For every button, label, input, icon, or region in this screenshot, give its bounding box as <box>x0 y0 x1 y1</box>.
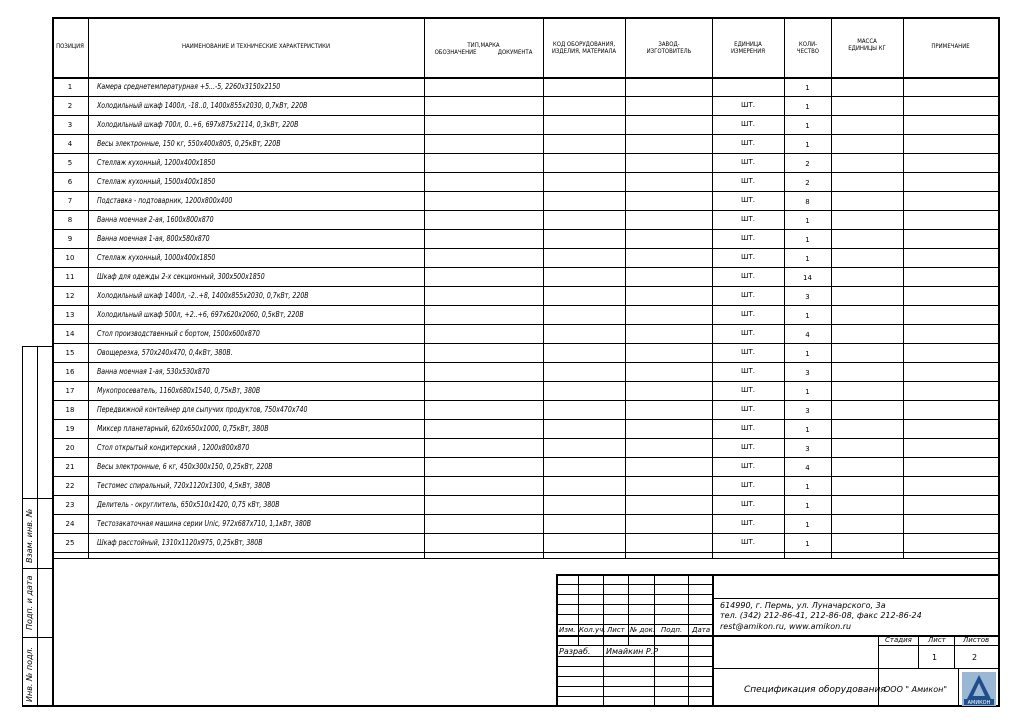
row-unit: ШТ. <box>741 500 755 508</box>
tb-col-kol: Кол.уч. <box>579 626 606 634</box>
row-name: Камера среднетемпературная +5...-5, 2260х3150х2150 <box>97 82 281 91</box>
header-name: НАИМЕНОВАНИЕ И ТЕХНИЧЕСКИЕ ХАРАКТЕРИСТИКИ <box>181 43 331 50</box>
row-name: Шкаф для одежды 2-х секционный, 300х500х1850 <box>97 272 265 281</box>
row-unit: ШТ. <box>741 234 755 242</box>
tb-razrab: Разраб. <box>559 647 591 656</box>
table-end-line <box>52 558 1000 559</box>
row-unit: ШТ. <box>741 101 755 109</box>
tb-col-list: Лист <box>607 626 625 634</box>
side-line <box>22 568 52 569</box>
row-name: Шкаф расстойный, 1310х1120х975, 0,25кВт, 380В <box>97 538 263 547</box>
row-qty: 2 <box>805 160 810 168</box>
row-pos: 7 <box>67 197 73 205</box>
tb-col-date: Дата <box>692 626 711 634</box>
tb-grid <box>958 668 959 707</box>
row-line <box>52 96 1000 97</box>
row-line <box>52 267 1000 268</box>
side-strip-outer <box>22 346 23 707</box>
header-note: ПРИМЕЧАНИЕ <box>931 43 970 50</box>
row-name: Делитель - округлитель, 650х510х1420, 0,75 кВт, 380В <box>97 500 280 509</box>
row-name: Мукопросеватель, 1160х680х1540, 0,75кВт, 380В <box>97 386 261 395</box>
row-name: Передвижной контейнер для сыпучих продуктов, 750х470х740 <box>97 405 308 414</box>
header-bottom-line <box>52 77 1000 79</box>
row-pos: 4 <box>67 140 73 148</box>
row-name: Весы электронные, 6 кг, 450х300х150, 0,25кВт, 220В <box>97 462 273 471</box>
row-qty: 1 <box>805 103 810 111</box>
header-code: КОД ОБОРУДОВАНИЯ, ИЗДЕЛИЯ, МАТЕРИАЛА <box>551 41 617 55</box>
row-name: Овощерезка, 570х240х470, 0,4кВт, 380В. <box>97 348 233 357</box>
row-qty: 1 <box>805 521 810 529</box>
tb-grid <box>878 645 1000 646</box>
header-mass: МАССА ЕДИНИЦЫ КГ <box>848 38 886 52</box>
row-name: Холодильный шкаф 700л, 0..+6, 697х875х2114, 0,3кВт, 220В <box>97 120 299 129</box>
row-line <box>52 514 1000 515</box>
row-unit: ШТ. <box>741 367 755 375</box>
company-name: ООО " Амикон" <box>884 685 947 694</box>
header-doc-sub1: ОБОЗНАЧЕНИЕ <box>434 49 477 56</box>
row-line <box>52 229 1000 230</box>
row-name: Миксер планетарный, 620х650х1000, 0,75кВт, 380В <box>97 424 269 433</box>
row-qty: 1 <box>805 426 810 434</box>
row-line <box>52 305 1000 306</box>
row-name: Холодильный шкаф 1400л, -2..+8, 1400х855х2030, 0,7кВт, 220В <box>97 291 309 300</box>
row-line <box>52 457 1000 458</box>
tb-grid <box>628 574 629 645</box>
frame-top <box>52 17 1000 19</box>
row-line <box>52 191 1000 192</box>
row-pos: 19 <box>65 425 75 433</box>
row-name: Стол производственный с бортом, 1500х600х870 <box>97 329 260 338</box>
row-pos: 23 <box>65 501 75 509</box>
row-unit: ШТ. <box>741 139 755 147</box>
row-unit: ШТ. <box>741 253 755 261</box>
row-name: Холодильный шкаф 1400л, -18..0, 1400х855х2030, 0,7кВт, 220В <box>97 101 308 110</box>
header-unit: ЕДИНИЦА ИЗМЕРЕНИЯ <box>730 41 766 55</box>
row-line <box>52 248 1000 249</box>
row-unit: ШТ. <box>741 481 755 489</box>
row-unit: ШТ. <box>741 329 755 337</box>
row-line <box>52 419 1000 420</box>
tb-col-doc: № док. <box>630 626 656 634</box>
row-qty: 1 <box>805 122 810 130</box>
row-unit: ШТ. <box>741 424 755 432</box>
row-line <box>52 115 1000 116</box>
row-pos: 9 <box>67 235 73 243</box>
tb-list-value: 1 <box>932 653 938 662</box>
row-unit: ШТ. <box>741 158 755 166</box>
row-pos: 20 <box>65 444 75 452</box>
row-name: Подставка - подтоварник, 1200х800х400 <box>97 196 233 205</box>
row-pos: 24 <box>65 520 75 528</box>
row-line <box>52 438 1000 439</box>
header-doc-sub2: ДОКУМЕНТА <box>497 49 533 56</box>
side-line <box>22 637 52 638</box>
row-name: Ванна моечная 1-ая, 530х530х870 <box>97 367 210 376</box>
row-unit: ШТ. <box>741 519 755 527</box>
row-qty: 14 <box>803 274 812 282</box>
row-name: Стол открытый кондитерский , 1200х800х870 <box>97 443 250 452</box>
row-pos: 3 <box>67 121 73 129</box>
tb-col-podp: Подп. <box>661 626 683 634</box>
tb-listov: Листов <box>963 636 990 644</box>
header-qty: КОЛИ- ЧЕСТВО <box>796 41 820 55</box>
side-line <box>22 346 52 347</box>
row-qty: 1 <box>805 540 810 548</box>
header-doc <box>424 42 543 56</box>
tb-grid <box>603 574 604 707</box>
row-pos: 21 <box>65 463 75 471</box>
row-line <box>52 476 1000 477</box>
tb-grid <box>918 635 919 668</box>
tb-top <box>556 574 1000 576</box>
row-line <box>52 153 1000 154</box>
company-address: 614990, г. Пермь, ул. Луначарского, 3а <box>720 601 886 610</box>
frame-bottom <box>22 705 1000 707</box>
header-pos: ПОЗИЦИЯ <box>56 43 84 50</box>
row-pos: 6 <box>67 178 73 186</box>
row-name: Стеллаж кухонный, 1200х400х1850 <box>97 158 216 167</box>
row-qty: 1 <box>805 141 810 149</box>
row-name: Весы электронные, 150 кг, 550х400х805, 0,25кВт, 220В <box>97 139 281 148</box>
side-line <box>22 498 52 499</box>
row-unit: ШТ. <box>741 462 755 470</box>
tb-list: Лист <box>928 636 946 644</box>
tb-listov-value: 2 <box>972 653 978 662</box>
row-qty: 1 <box>805 84 810 92</box>
row-line <box>52 286 1000 287</box>
row-pos: 11 <box>65 273 75 281</box>
row-name: Стеллаж кухонный, 1500х400х1850 <box>97 177 216 186</box>
tb-grid <box>578 574 579 645</box>
row-line <box>52 134 1000 135</box>
row-pos: 17 <box>65 387 75 395</box>
row-qty: 1 <box>805 388 810 396</box>
row-pos: 14 <box>65 330 75 338</box>
header-doc-title: ТИП,МАРКА <box>467 42 500 49</box>
row-line <box>52 552 1000 553</box>
row-line <box>52 495 1000 496</box>
row-unit: ШТ. <box>741 538 755 546</box>
row-qty: 2 <box>805 179 810 187</box>
row-name: Ванна моечная 2-ая, 1600х800х870 <box>97 215 214 224</box>
row-name: Тестомес спиральный, 720х1120х1300, 4,5кВт, 380В <box>97 481 271 490</box>
tb-grid <box>712 598 1000 599</box>
row-qty: 8 <box>805 198 810 206</box>
row-pos: 13 <box>65 311 75 319</box>
row-qty: 1 <box>805 312 810 320</box>
side-label-podp: Подп. и дата <box>25 575 34 630</box>
row-qty: 3 <box>805 445 810 453</box>
row-qty: 3 <box>805 407 810 415</box>
side-strip-inner <box>37 346 38 707</box>
tb-stadia: Стадия <box>885 636 912 644</box>
row-unit: ШТ. <box>741 215 755 223</box>
row-name: Стеллаж кухонный, 1000х400х1850 <box>97 253 216 262</box>
row-pos: 5 <box>67 159 73 167</box>
row-pos: 15 <box>65 349 75 357</box>
row-line <box>52 533 1000 534</box>
company-phone: тел. (342) 212-86-41, 212-86-08, факс 212-86-24 <box>720 611 922 620</box>
row-unit: ШТ. <box>741 177 755 185</box>
row-pos: 8 <box>67 216 73 224</box>
tb-divider <box>712 574 714 707</box>
row-pos: 25 <box>65 539 75 547</box>
row-pos: 10 <box>65 254 75 262</box>
row-pos: 12 <box>65 292 75 300</box>
row-line <box>52 381 1000 382</box>
row-qty: 1 <box>805 502 810 510</box>
amikon-logo <box>962 672 996 706</box>
row-unit: ШТ. <box>741 386 755 394</box>
row-pos: 2 <box>67 102 73 110</box>
row-pos: 16 <box>65 368 75 376</box>
tb-grid <box>688 574 689 707</box>
row-qty: 1 <box>805 350 810 358</box>
row-qty: 1 <box>805 483 810 491</box>
row-line <box>52 400 1000 401</box>
row-unit: ШТ. <box>741 310 755 318</box>
row-qty: 3 <box>805 369 810 377</box>
tb-grid <box>712 668 1000 669</box>
row-pos: 18 <box>65 406 75 414</box>
row-line <box>52 172 1000 173</box>
row-pos: 22 <box>65 482 75 490</box>
side-label-inv: Инв. № подл. <box>25 646 34 702</box>
row-pos: 1 <box>67 83 73 91</box>
row-unit: ШТ. <box>741 291 755 299</box>
row-line <box>52 210 1000 211</box>
row-qty: 4 <box>805 464 810 472</box>
document-title: Спецификация оборудования <box>744 685 886 695</box>
row-unit: ШТ. <box>741 272 755 280</box>
tb-col-izm: Изм. <box>559 626 576 634</box>
svg-text:АМИКОН: АМИКОН <box>967 700 991 706</box>
header-maker: ЗАВОД- ИЗГОТОВИТЕЛЬ <box>646 41 692 55</box>
row-unit: ШТ. <box>741 196 755 204</box>
company-email: rest@amikon.ru, www.amikon.ru <box>720 622 852 631</box>
side-label-vzam: Взам. инв. № <box>25 508 34 563</box>
row-name: Холодильный шкаф 500л, +2..+6, 697х620х2060, 0,5кВт, 220В <box>97 310 304 319</box>
tb-author: Имайкин Р.Р <box>606 647 659 656</box>
tb-grid <box>954 635 955 668</box>
row-unit: ШТ. <box>741 120 755 128</box>
row-unit: ШТ. <box>741 348 755 356</box>
row-unit: ШТ. <box>741 443 755 451</box>
row-unit: ШТ. <box>741 405 755 413</box>
row-qty: 1 <box>805 255 810 263</box>
row-line <box>52 324 1000 325</box>
row-name: Ванна моечная 1-ая, 800х580х870 <box>97 234 210 243</box>
row-qty: 1 <box>805 217 810 225</box>
row-line <box>52 362 1000 363</box>
row-qty: 3 <box>805 293 810 301</box>
row-line <box>52 343 1000 344</box>
row-qty: 4 <box>805 331 810 339</box>
row-name: Тестозакаточная машина серии Unic, 972х687х710, 1,1кВт, 380В <box>97 519 312 528</box>
tb-grid <box>654 574 655 707</box>
row-qty: 1 <box>805 236 810 244</box>
